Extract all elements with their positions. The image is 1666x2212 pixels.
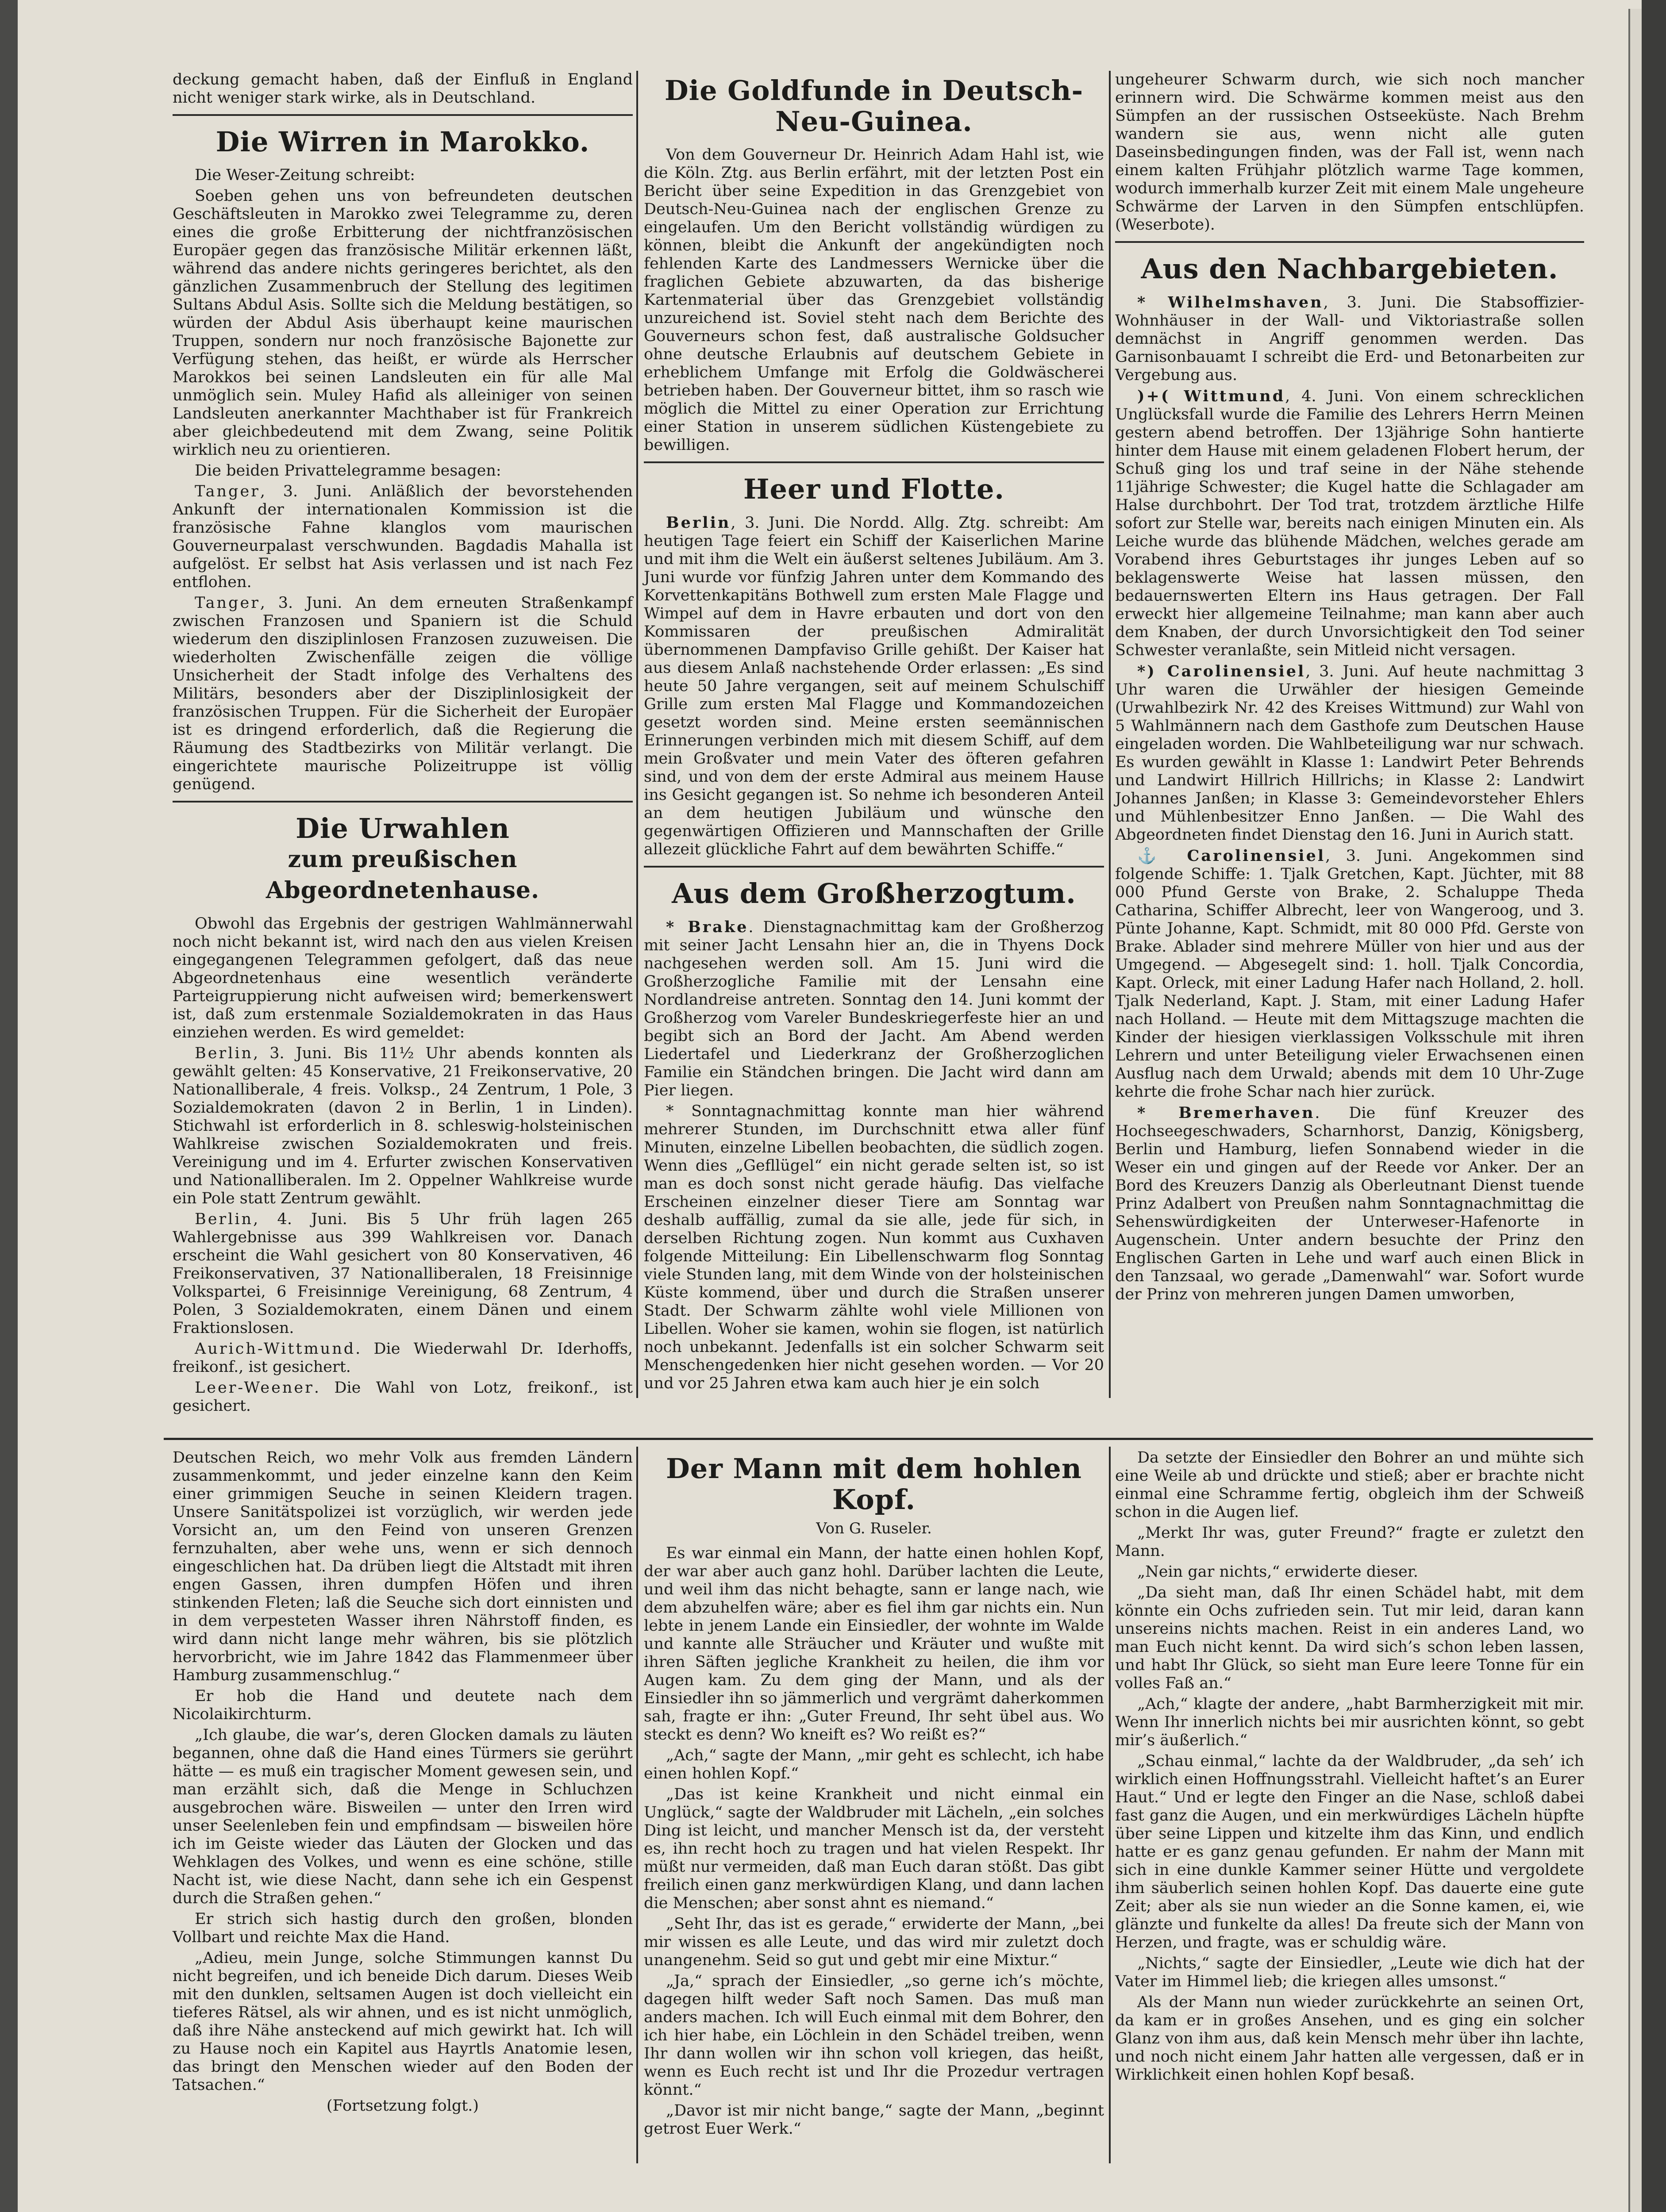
rule (173, 801, 633, 803)
story-text: „Da sieht man, daß Ihr einen Schädel habt, mit dem könnte ein Ochs zufrieden sein. Tut mir leid, daran kann unsereins nichts machen. Reist in ein anderes Land, wo man Euch nicht kennt. Da wird sich’s schon leben lassen, und habt Ihr Glück, so sieht man Eure leere Tonne für ein volles Faß an.“ (1115, 1584, 1584, 1692)
marokko-headline: Die Wirren in Marokko. (215, 126, 590, 158)
urwahlen-body: Obwohl das Ergebnis der gestrigen Wahlmännerwahl noch nicht bekannt ist, wird nach den aus vielen Kreisen eingegangenen Telegrammen gefolgert, daß das neue Abgeordnetenhaus eine wesentlich veränderte Parteigruppierung nicht aufweisen wird; bemerkenswert ist, daß zum erstenmale Sozialdemokraten in das Haus einziehen werden. Es wird gemeldet: (173, 915, 633, 1041)
story-text: „Nichts,“ sagte der Einsiedler, „Leute wie dich hat der Vater im Himmel lieb; die kriegen alles umsonst.“ (1115, 1955, 1584, 1990)
gold-headline: Die Goldfunde in Deutsch-Neu-Guinea. (664, 74, 1084, 138)
marokko-body: Soeben gehen uns von befreundeten deutschen Geschäftsleuten in Marokko zwei Telegramme zu, deren eines die große Erbitterung der nichtfranzösischen Europäer gegen das französische Militär erkennen läßt, während das andere nichts geringeres berichtet, als den gänzlichen Zusammenbruch der Stellung des legitimen Sultans Abdul Asis. Sollte sich die Meldung bestätigen, so würden der Abdul Asis überhaupt keine maurischen Truppen, sondern nur noch französische Bajonette zur Verfügung stehen, das heißt, er würde als Herrscher Marokkos bei seinen Landsleuten ein für alle Mal unmöglich sein. Muley Hafid als alleiniger von seinen Landsleuten anerkannter Machthaber ist für Frankreich aber gleichbedeutend mit dem Zwang, seine Politik wirklich neu zu orientieren. (173, 187, 633, 459)
carolinensiel-report-1 (1115, 662, 1584, 844)
libellen-continuation: ungeheurer Schwarm durch, wie sich noch mancher erinnern wird. Die Schwärme kommen meist aus den Sümpfen an der russischen Ostseeküste. Nach Brehm wandern sie aus, wenn nicht alle guten Daseinsbedingungen finden, was der Fall ist, wenn nach einem kalten Frühjahr plötzlich warme Tage kommen, wodurch immerhalb kurzer Zeit mit einem Male ungeheure Schwärme der Larven in den Sümpfen entschlüpfen. (Weserbote). (1115, 71, 1584, 234)
story-text: „Das ist keine Krankheit und nicht einmal ein Unglück,“ sagte der Waldbruder mit Lächeln, „ein solches Ding ist leicht, und mancher Mensch ist da, der versteht es, ihn recht hoch zu tragen und hat vielen Respekt. Ihr müßt nur vermeiden, daß man Euch daran stößt. Das gibt freilich einen ganz merkwürdigen Klang, und dann lachen die Menschen; aber sonst ahnt es niemand.“ (644, 1786, 1104, 1912)
report-text: . Die Wahl von Lotz, freikonf., ist gesichert. (173, 1379, 633, 1415)
dateline: Berlin (195, 1045, 254, 1062)
serial-text: „Adieu, mein Junge, solche Stimmungen kannst Du nicht begreifen, und ich beneide Dich darum. Dieses Weib mit den dunklen, seltsamen Augen ist doch vielleicht ein tieferes Rätsel, als wir ahnen, und es ist nicht unmöglich, daß ihre Nähe ansteckend auf mich gewirkt hat. Ich will zu Hause noch ein Kapitel aus Hayrtls Anatomie lesen, das bringt den Menschen wieder auf den Boden der Tatsachen.“ (173, 1949, 633, 2094)
scan-border (1642, 0, 1666, 2212)
intro-text: deckung gemacht haben, daß der Einfluß in England nicht weniger stark wirke, als in Deutschland. (173, 71, 633, 107)
dateline: Leer-Weener (195, 1379, 314, 1397)
dateline: Tanger (195, 594, 260, 612)
heer-body (644, 514, 1104, 859)
report-text: , 3. Juni. Angekommen sind folgende Schiffe: 1. Tjalk Gretchen, Kapt. Jüchter, mit 88 000 Pfund Gerste von Brake, 2. Schaluppe Theda Catharina, Schiffer Albrecht, leer von Wangeroog, und 3. Pünte Johanne, Kapt. Schmidt, mit 80 000 Pfd. Gerste von Brake. Ablader sind mehrere Müller von hier und aus der Umgegend. — Abgesegelt sind: 1. holl. Tjalk Concordia, Kapt. Orleck, mit einer Ladung Hafer nach Holland, 2. holl. Tjalk Nederland, Kapt. J. Stam, mit einer Ladung Hafer nach Holland. — Heute mit dem Mittagszuge machten die Kinder der hiesigen vierklassigen Volksschule mit ihren Lehrern und unter Beteiligung vieler Erwachsenen einen Ausflug nach dem Urwald; abends mit dem 10 Uhr-Zuge kehrte die frohe Schar nach hier zurück. (1115, 847, 1585, 1101)
urwahlen-subheadline: zum preußischen Abgeordnetenhause. (265, 846, 540, 904)
heer-headline: Heer und Flotte. (743, 473, 1005, 505)
berlin-report-2 (173, 1210, 633, 1337)
tanger-telegram-1 (173, 483, 633, 591)
aurich-report (173, 1340, 633, 1376)
section-divider (164, 1438, 1593, 1440)
report-text: , 3. Juni. Bis 11½ Uhr abends konnten als gewählt gelten: 45 Konservative, 21 Freikonservative, 20 Nationalliberale, 4 freis. Volksp., 24 Zentrum, 1 Pole, 3 Sozialdemokraten (davon 2 in Berlin, 1 in Linden). Stichwahl ist erforderlich in 8. schleswig-holsteinischen Wahlkreise zwischen Sozialdemokraten und freis. Vereinigung und im 4. Erfurter zwischen Konservativen und Nationalliberalen. Im 2. Oppelner Wahlkreise wurde ein Pole statt Zentrum gewählt. (173, 1045, 633, 1207)
page-sheet (146, 31, 1628, 2212)
serial-text: Er hob die Hand und deutete nach dem Nicolaikirchturm. (173, 1687, 633, 1723)
report-text: . Die Wiederwahl Dr. Iderhoffs, freikonf., ist gesichert. (173, 1340, 633, 1376)
report-text: , 4. Juni. Bis 5 Uhr früh lagen 265 Wahlergebnisse aus 399 Wahlkreisen vor. Danach erscheint die Wahl gesichert von 80 Konservativen, 46 Freikonservativen, 37 Nationalliberalen, 18 Freisinnige Volkspartei, 6 Freisinnige Vereinigung, 68 Zentrum, 4 Polen, 3 Sozialdemokraten, einem Dänen und einem Fraktionslosen. (173, 1210, 633, 1337)
rule (644, 866, 1104, 868)
brake-report (644, 918, 1104, 1100)
dateline: *) Carolinensiel (1137, 662, 1306, 680)
libellen-report: * Sonntagnachmittag konnte man hier während mehrerer Stunden, im Durchschnitt etwa aller fünf Minuten, einzelne Libellen beobachten, die südlich zogen. Wenn dies „Gefllügel“ ein nicht gerade selten ist, so ist man es doch sonst nicht gerade häufig. Das vielfache Erscheinen einzelner dieser Tiere am Sonntag war deshalb auffällig, zumal da sie alle, jede für sich, in derselben Richtung zogen. Nun kommt aus Cuxhaven folgende Mitteilung: Ein Libellenschwarm flog Sonntag viele Stunden lang, mit dem Winde von der holsteinischen Küste kommend, über und durch die Straßen unserer Stadt. Der Schwarm zählte wohl viele Millionen von Libellen. Woher sie kamen, wohin sie flogen, ist natürlich noch unbekannt. Jedenfalls ist ein solcher Schwarm seit Menschengedenken hier nicht gesehen worden. — Vor 20 und vor 25 Jahren etwa kam auch hier je ein solch (644, 1102, 1104, 1392)
report-text: , 4. Juni. Von einem schrecklichen Unglücksfall wurde die Familie des Lehrers Herrn Meinen gestern abend betroffen. Der 13jährige Sohn hantierte hinter dem Hause mit einem geladenen Flobert herum, der Schuß ging los und traf seine in der Nähe stehende 11jährige Schwester; die Kugel hatte die Schlagader am Halse durchbohrt. Der Tod trat, trotzdem ärztliche Hilfe sofort zur Stelle war, bereits nach einigen Minuten ein. Als Leiche wurde das blühende Mädchen, welches gerade am Vorabend ihres Geburtstages ihr junges Leben auf so beklagenswerte Weise hat lassen müssen, den bedauernswerten Eltern ins Haus getragen. Der Fall erweckt hier allgemeine Teilnahme; man kann aber auch dem Knaben, der durch Unvorsichtigkeit den Tod seiner Schwester veranlaßte, sein Mitleid nicht versagen. (1115, 388, 1584, 659)
grossherzogtum-headline: Aus dem Großherzogtum. (672, 877, 1076, 910)
dateline: Berlin (666, 514, 731, 532)
nachbar-headline: Aus den Nachbargebieten. (1141, 253, 1558, 285)
lower-column-3 (1115, 1449, 1584, 2087)
wilhelmshaven-report (1115, 293, 1584, 384)
leer-report (173, 1379, 633, 1415)
story-text: „Davor ist mir nicht bange,“ sagte der Mann, „beginnt getrost Euer Werk.“ (644, 2102, 1104, 2138)
story-text: „Ach,“ sagte der Mann, „mir geht es schlecht, ich habe einen hohlen Kopf.“ (644, 1747, 1104, 1782)
column-rule-4 (1109, 1447, 1111, 2163)
next-page-edge (1628, 9, 1642, 2212)
serial-text: „Ich glaube, die war’s, deren Glocken damals zu läuten begannen, ohne daß die Hand eines Türmers sie gerührt hätte — es muß ein tragischer Moment gewesen sein, und man erzählt sich, daß die Menge in Schluchzen ausgebrochen wäre. Bisweilen — unter den Irren wird unser Seelenleben fein und empfindsam — bisweilen höre ich im Geiste wieder das Läuten der Glocken und das Wehklagen des Volkes, und wenn es eine schöne, stille Nacht ist, wie diese Nacht, dann sehe ich ein Gespenst durch die Straßen gehen.“ (173, 1726, 633, 1907)
story-text: „Schau einmal,“ lachte da der Waldbruder, „da seh’ ich wirklich einen Hoffnungsstrahl. Vielleicht haftet’s an Eurer Haut.“ Und er legte den Finger an die Nase, schloß dabei fast ganz die Augen, und ein merkwürdiges Lächeln hüpfte über seine Lippen und kitzelte ihm das Kinn, und endlich hatte er es ganz genau gefunden. Er nahm der Mann mit sich in eine dunkle Kammer seiner Hütte und vergoldete ihm säuberlich seinen hohlen Kopf. Das dauerte eine gute Zeit; aber als sie nun wieder an die Sonne kamen, ei, wie glänzte und funkelte da alles! Da freute sich der Mann von Herzen, und fragte, was er schuldig wäre. (1115, 1752, 1584, 1951)
story-text: „Ach,“ klagte der andere, „habt Barmherzigkeit mit mir. Wenn Ihr innerlich nichts bei mir ausrichten könnt, so gebt mir’s äußerlich.“ (1115, 1695, 1584, 1749)
story-text: „Nein gar nichts,“ erwiderte dieser. (1137, 1563, 1418, 1581)
gold-body: Von dem Gouverneur Dr. Heinrich Adam Hahl ist, wie die Köln. Ztg. aus Berlin erfährt, mit der letzten Post ein Bericht über seine Expedition in das Grenzgebiet von Deutsch-Neu-Guinea nach der englischen Grenze zu eingelaufen. Um den Bericht vollständig würdigen zu können, bleibt die Ankunft der angekündigten noch fehlenden Karte des Landmessers Wernicke über die fraglichen Gebiete abzuwarten, da das bisherige Kartenmaterial über das Grenzgebiet vollständig unzureichend ist. Soviel steht nach dem Berichte des Gouverneurs schon fest, daß australische Goldsucher ohne deutsche Erlaubnis auf deutschem Gebiete in erheblichem Umfange mit Erfolg die Goldwäscherei betrieben haben. Der Gouverneur bittet, ihm so rasch wie möglich die Mittel zu einer Operation zur Errichtung einer Station in unserem südlichen Küstengebiete zu bewilligen. (644, 146, 1104, 454)
report-text: , 3. Juni. Die Stabsoffizier-Wohnhäuser in der Wall- und Viktoriastraße sollen demnächst in Angriff genommen werden. Das Garnisonbauamt I schreibt die Erd- und Betonarbeiten zur Vergebung aus. (1115, 294, 1585, 384)
column-rule-2 (1109, 71, 1111, 1398)
column-2 (644, 71, 1104, 1395)
dateline: * Wilhelmshaven (1137, 293, 1324, 311)
telegram-text: , 3. Juni. An dem erneuten Straßenkampf zwischen Franzosen und Spaniern ist die Schuld wiederum den disziplinlosen Franzosen zuzuweisen. Die wiederholten Zwischenfälle zeigen die völlige Unsicherheit der Stadt infolge des Verhaltens des Militärs, besonders aber der Disziplinlosigkeit der französischen Truppen. Für die Sicherheit der Europäer ist es dringend erforderlich, daß die Regierung die Räumung des Stadtbezirks von Militär verlangt. Die eingerichtete maurische Polizeitruppe ist völlig genügend. (173, 594, 633, 793)
dateline: ⚓ Carolinensiel (1137, 847, 1326, 865)
wittmund-report (1115, 387, 1584, 660)
column-rule-3 (636, 1447, 638, 2163)
article-text: , 3. Juni. Die Nordd. Allg. Ztg. schreibt: Am heutigen Tage feiert ein Schiff der Kaiserlichen Marine und mit ihm die Welt ein äußerst seltenes Jubiläum. Am 3. Juni wurde vor fünfzig Jahren unter dem Kommando des Korvettenkapitäns Bothwell zum ersten Male Flagge und Wimpel auf dem in Havre erbauten und dort von den Kommissaren der preußischen Admiralität übernommenen Dampfaviso Grille gehißt. Der Kaiser hat aus diesem Anlaß nachstehende Order erlassen: „Es sind heute 50 Jahre vergangen, seit auf meinem Schulschiff Grille zum ersten Mal Flagge und Kommandozeichen gesetzt worden sind. Meine ersten seemännischen Erinnerungen verbinden mich mit diesem Schiff, auf dem mein Großvater und mein Vater des öfteren gefahren sind, und von dem der erste Admiral aus meinem Hause ins Gesicht gegangen ist. So nehme ich besonderen Anteil an dem heutigen Jubiläum und wünsche den gegenwärtigen Offizieren und Mannschaften der Grille allezeit glückliche Fahrt auf dem bewährten Schiffe.“ (644, 514, 1104, 858)
dateline: Aurich-Wittmund (195, 1340, 356, 1358)
marokko-private: Die beiden Privattelegramme besagen: (195, 462, 501, 480)
story-author: Von G. Ruseler. (816, 1520, 932, 1537)
bremerhaven-report (1115, 1104, 1584, 1304)
report-text: , 3. Juni. Auf heute nachmittag 3 Uhr waren die Urwähler der hiesigen Gemeinde (Urwahlbezirk Nr. 42 des Kreises Wittmund) zur Wahl von 5 Wahlmännern nach dem Gasthofe zum Deutschen Hause eingeladen worden. Die Wahlbeteiligung war nur schwach. Es wurden gewählt in Klasse 1: Landwirt Peter Behrends und Landwirt Hillrich Hillrichs; in Klasse 2: Landwirt Johannes Janßen; in Klasse 3: Gemeindevorsteher Ehlers und Mühlenbesitzer Enno Janßen. — Die Wahl des Abgeordneten findet Dienstag den 16. Juni in Aurich statt. (1115, 663, 1585, 844)
carolinensiel-report-2 (1115, 847, 1584, 1101)
column-3 (1115, 71, 1584, 1306)
story-text: Da setzte der Einsiedler den Bohrer an und mühte sich eine Weile ab und drückte und stieß; aber er brachte nicht einmal eine Schramme fertig, obgleich ihm der Schweiß schon in die Augen lief. (1115, 1449, 1584, 1521)
newspaper-page (18, 0, 1642, 2212)
column-1 (173, 71, 633, 1418)
story-text: „Seht Ihr, das ist es gerade,“ erwiderte der Mann, „bei mir wissen es alle Leute, und das wird mir zuletzt doch unangenehm. Seid so gut und gebt mir eine Mixtur.“ (644, 1915, 1104, 1969)
report-text: . Die fünf Kreuzer des Hochseegeschwaders, Scharnhorst, Danzig, Königsberg, Berlin und Hamburg, liefen Sonnabend wieder in die Weser ein und gingen auf der Reede vor Anker. Der an Bord des Kreuzers Danzig als Oberleutnant Dienst tuende Prinz Adalbert von Preußen nahm Sonntagnachmittag die Sehenswürdigkeiten der Unterweser-Hafenorte in Augenschein. Unter andern besuchte der Prinz den Englischen Garten in Lehe und warf auch einen Blick in den Tanzsaal, wo gerade „Damenwahl“ war. Sofort wurde der Prinz von mehreren jungen Damen umworben, (1115, 1104, 1584, 1303)
to-be-continued: (Fortsetzung folgt.) (326, 2097, 479, 2115)
serial-text: Er strich sich hastig durch den großen, blonden Vollbart und reichte Max die Hand. (173, 1910, 633, 1946)
rule (1115, 241, 1584, 243)
telegram-text: , 3. Juni. Anläßlich der bevorstehenden Ankunft der internationalen Kommission ist die französische Fahne klanglos vom maurischen Gouverneurpalast verschwunden. Bagdadis Mahalla ist aufgelöst. Er selbst hat Asis verlassen und ist nach Fez entflohen. (173, 483, 633, 591)
story-headline: Der Mann mit dem hohlen Kopf. (666, 1452, 1082, 1516)
lower-column-2 (644, 1449, 1104, 2141)
report-text: . Dienstagnachmittag kam der Großherzog mit seiner Jacht Lensahn hier an, die in Thyens Dock nachgesehen werden soll. Am 15. Juni wird die Großherzogliche Familie mit der Lensahn eine Nordlandreise antreten. Sonntag den 14. Juni kommt der Großherzog vom Vareler Bundeskriegerfeste hier an und begibt sich an Bord der Jacht. Am Abend werden Liedertafel und Liederkranz der Großherzoglichen Familie ein Ständchen bringen. Die Jacht wird dann am Pier liegen. (644, 918, 1104, 1099)
serial-text: Deutschen Reich, wo mehr Volk aus fremden Ländern zusammenkommt, und jeder einzelne kann den Keim einer grimmigen Seuche in seinen Kleidern tragen. Unsere Sanitätspolizei ist vorzüglich, wir werden jede Vorsicht an, um den Feind von unseren Grenzen fernzuhalten, aber wehe uns, wenn er sich dennoch eingeschlichen hat. Da drüben liegt die Altstadt mit ihren engen Gassen, ihren dumpfen Höfen und ihren stinkenden Fleten; laß die Seuche sich dort einnisten und in dem verpesteten Wasser ihren Nährstoff finden, es wird dann nicht lange mehr währen, bis sie plötzlich hervorbricht, wie im Jahre 1842 das Flammenmeer über Hamburg zusammenschlug.“ (173, 1449, 633, 1684)
column-rule-1 (636, 71, 638, 1398)
tanger-telegram-2 (173, 594, 633, 794)
dateline: * Brake (666, 918, 749, 936)
urwahlen-headline: Die Urwahlen (296, 812, 510, 845)
dateline: Berlin (195, 1210, 254, 1228)
dateline: Tanger (195, 483, 260, 500)
dateline: )+( Wittmund (1137, 387, 1285, 405)
story-text: „Merkt Ihr was, guter Freund?“ fragte er zuletzt den Mann. (1115, 1524, 1584, 1560)
story-text: „Ja,“ sprach der Einsiedler, „so gerne ich’s möchte, dagegen hilft weder Saft noch Samen. Das muß man anders machen. Ich will Euch einmal mit dem Bohrer, den ich hier habe, ein Löchlein in den Schädel treiben, wenn Ihr dann wollen wir ihn schon voll kriegen, das heißt, wenn es Euch recht ist und Ihr die Prozedur vertragen könnt.“ (644, 1972, 1104, 2099)
story-text: Als der Mann nun wieder zurückkehrte an seinen Ort, da kam er in großes Ansehen, und es ging ein solcher Glanz von ihm aus, daß kein Mensch mehr über ihn lachte, und noch nicht einem Jahr hatten alle vergessen, daß er in Wirklichkeit einen hohlen Kopf besaß. (1115, 1993, 1584, 2084)
marokko-source: Die Weser-Zeitung schreibt: (195, 166, 416, 184)
berlin-report-1 (173, 1045, 633, 1208)
story-text: Es war einmal ein Mann, der hatte einen hohlen Kopf, der war aber auch ganz hohl. Darüber lachten die Leute, und weil ihm das nicht behagte, sann er lange nach, wie dem abzuhelfen wäre; aber es fiel ihm gar nichts ein. Nun lebte in jenem Lande ein Einsiedler, der wohnte im Walde und kannte alle Sträucher und Kräuter und wußte mit ihren Säften jegliche Krankheit zu heilen, die ihm vor Augen kam. Zu dem ging der Mann, und als der Einsiedler ihn so jämmerlich und vergrämt daherkommen sah, fragte er ihn: „Guter Freund, Ihr seht übel aus. Wo steckt es denn? Wo kneift es? Wo reißt es?“ (644, 1544, 1104, 1743)
lower-column-1 (173, 1449, 633, 2118)
rule (173, 114, 633, 116)
rule (644, 461, 1104, 463)
dateline: * Bremerhaven (1137, 1104, 1315, 1122)
